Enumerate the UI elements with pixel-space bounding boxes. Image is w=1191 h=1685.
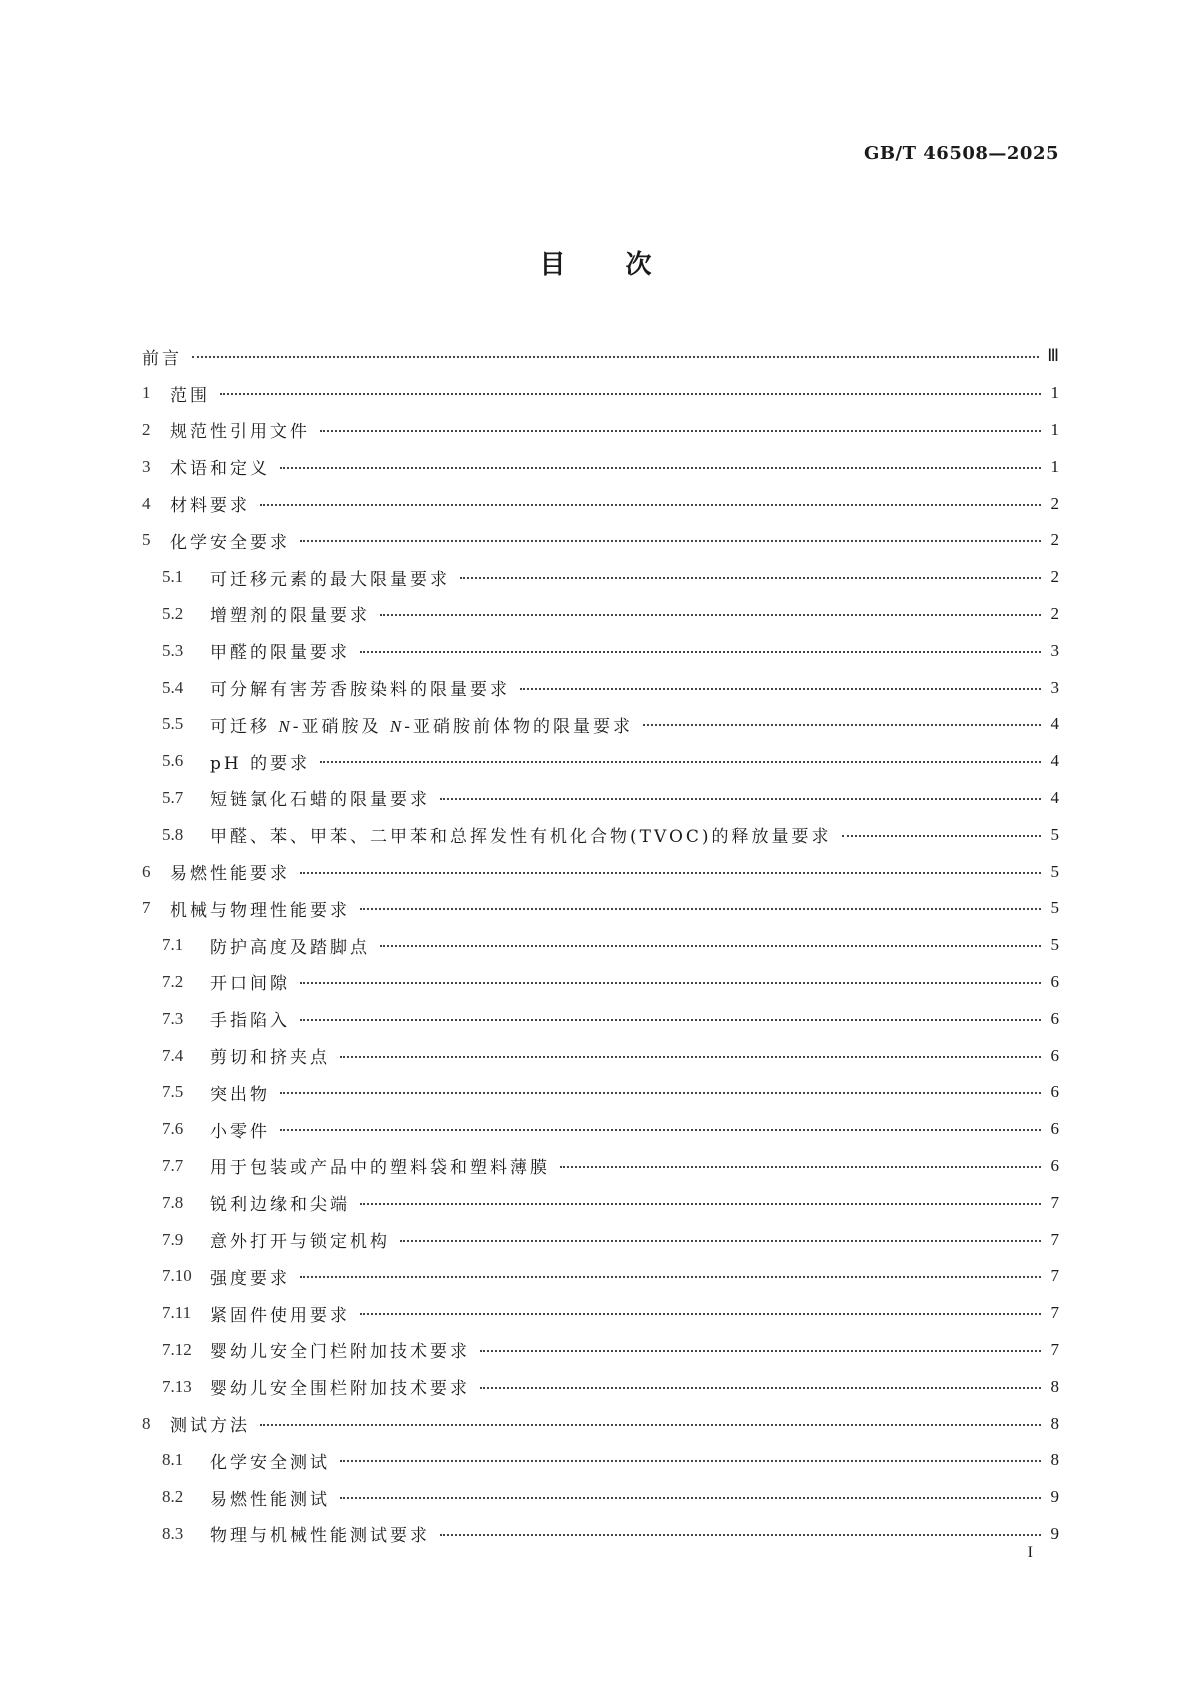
toc-entry-label: 防护高度及踏脚点 [210, 937, 370, 958]
toc-entry-label: 可分解有害芳香胺染料的限量要求 [210, 680, 510, 701]
toc-entry-number: 5 [142, 530, 151, 550]
toc-entry[interactable] [142, 1074, 1059, 1111]
toc-entry-number: 7.3 [162, 1008, 184, 1028]
toc-entry-label: 开口间隙 [210, 974, 290, 995]
toc-entry[interactable] [142, 1516, 1059, 1553]
toc-dot-leader [440, 1534, 1041, 1536]
toc-entry-page: 2 [1050, 567, 1059, 587]
toc-entry-label: pH 的要求 [210, 753, 311, 774]
toc-entry-label: 化学安全要求 [170, 532, 290, 553]
toc-entry-label: 可迁移元素的最大限量要求 [210, 569, 450, 590]
toc-entry-label: 易燃性能测试 [210, 1489, 330, 1510]
toc-entry-number: 5.4 [162, 677, 184, 697]
toc-dot-leader [643, 724, 1041, 726]
toc-entry-number: 8.1 [162, 1450, 184, 1470]
toc-entry-label: 婴幼儿安全围栏附加技术要求 [210, 1379, 470, 1400]
toc-dot-leader [300, 1019, 1041, 1021]
toc-entry-page: 2 [1050, 530, 1059, 550]
toc-entry-number: 8 [142, 1413, 151, 1433]
toc-entry-number: 7.2 [162, 971, 184, 991]
toc-dot-leader [192, 356, 1039, 358]
toc-entry-number: 5.5 [162, 714, 184, 734]
table-of-contents [142, 338, 1059, 1552]
toc-dot-leader [300, 872, 1041, 874]
toc-entry-number: 5.7 [162, 787, 184, 807]
toc-entry-number: 7.7 [162, 1155, 184, 1175]
toc-entry[interactable] [142, 780, 1059, 817]
toc-entry-label: 前言 [142, 348, 182, 369]
toc-dot-leader [300, 982, 1041, 984]
toc-entry-number: 5.6 [162, 751, 184, 771]
toc-entry-page: 9 [1050, 1523, 1059, 1543]
toc-dot-leader [340, 1460, 1041, 1462]
toc-entry-page: 1 [1050, 419, 1059, 439]
toc-dot-leader [360, 651, 1041, 653]
toc-entry-page: 7 [1050, 1303, 1059, 1323]
toc-dot-leader [300, 540, 1041, 542]
toc-entry-page: Ⅲ [1047, 346, 1059, 366]
toc-entry-label: 增塑剂的限量要求 [210, 606, 370, 627]
toc-entry[interactable] [142, 596, 1059, 633]
toc-dot-leader [360, 1313, 1041, 1315]
toc-dot-leader [400, 1240, 1041, 1242]
toc-entry-label: 材料要求 [170, 496, 250, 517]
toc-entry-page: 6 [1050, 1045, 1059, 1065]
toc-entry[interactable] [142, 632, 1059, 669]
toc-entry-number: 1 [142, 383, 151, 403]
toc-dot-leader [260, 1424, 1041, 1426]
toc-entry-page: 5 [1050, 898, 1059, 918]
toc-entry-page: 8 [1050, 1413, 1059, 1433]
toc-entry-page: 7 [1050, 1192, 1059, 1212]
toc-entry-number: 7.8 [162, 1192, 184, 1212]
toc-dot-leader [440, 798, 1041, 800]
toc-entry[interactable] [142, 1368, 1059, 1405]
toc-entry-number: 5.2 [162, 603, 184, 623]
toc-entry-page: 6 [1050, 1008, 1059, 1028]
toc-dot-leader [280, 467, 1041, 469]
toc-entry-number: 7.4 [162, 1045, 184, 1065]
toc-entry[interactable] [142, 1037, 1059, 1074]
toc-entry-label: 测试方法 [170, 1416, 250, 1436]
toc-dot-leader [300, 1276, 1041, 1278]
toc-entry-page: 1 [1050, 456, 1059, 476]
toc-entry-page: 9 [1050, 1487, 1059, 1507]
toc-dot-leader [280, 1129, 1041, 1131]
toc-dot-leader [380, 945, 1041, 947]
toc-dot-leader [380, 614, 1041, 616]
toc-entry-page: 2 [1050, 493, 1059, 513]
toc-entry[interactable] [142, 1258, 1059, 1295]
toc-entry-number: 7.5 [162, 1082, 184, 1102]
toc-entry-page: 7 [1050, 1339, 1059, 1359]
toc-entry-number: 7.11 [162, 1303, 192, 1323]
toc-entry[interactable] [142, 927, 1059, 964]
toc-dot-leader [340, 1497, 1041, 1499]
toc-dot-leader [320, 761, 1041, 763]
toc-dot-leader [460, 577, 1041, 579]
toc-entry[interactable] [142, 412, 1059, 449]
toc-entry-number: 7.13 [162, 1376, 192, 1396]
toc-entry-number: 5.8 [162, 824, 184, 844]
toc-entry[interactable] [142, 1221, 1059, 1258]
toc-entry[interactable] [142, 1184, 1059, 1221]
toc-dot-leader [260, 504, 1041, 506]
toc-dot-leader [280, 1092, 1041, 1094]
toc-entry-number: 8.2 [162, 1487, 184, 1507]
toc-entry-label: 短链氯化石蜡的限量要求 [210, 790, 430, 811]
toc-entry-number: 6 [142, 861, 151, 881]
toc-entry-label: 甲醛的限量要求 [210, 643, 350, 664]
toc-entry-number: 7.10 [162, 1266, 192, 1286]
toc-entry[interactable] [142, 964, 1059, 1001]
toc-entry-number: 7.6 [162, 1119, 184, 1139]
toc-dot-leader [220, 393, 1041, 395]
toc-entry[interactable] [142, 448, 1059, 485]
toc-entry-number: 7.9 [162, 1229, 184, 1249]
toc-entry-label: 锐利边缘和尖端 [210, 1195, 350, 1216]
toc-entry-page: 5 [1050, 861, 1059, 881]
toc-entry-page: 8 [1050, 1376, 1059, 1396]
toc-entry-label: 意外打开与锁定机构 [210, 1232, 390, 1253]
toc-entry-label: 强度要求 [210, 1268, 290, 1289]
toc-entry-label: 用于包装或产品中的塑料袋和塑料薄膜 [210, 1158, 550, 1179]
toc-entry-page: 6 [1050, 971, 1059, 991]
toc-entry-label: 易燃性能要求 [170, 864, 290, 885]
toc-entry-page: 4 [1050, 714, 1059, 734]
toc-entry-page: 7 [1050, 1229, 1059, 1249]
toc-entry-label: 婴幼儿安全门栏附加技术要求 [210, 1342, 470, 1363]
toc-entry-number: 8.3 [162, 1523, 184, 1543]
toc-entry-page: 8 [1050, 1450, 1059, 1470]
toc-entry-label: 规范性引用文件 [170, 422, 310, 443]
toc-entry[interactable] [142, 1295, 1059, 1332]
toc-entry-page: 4 [1050, 751, 1059, 771]
toc-dot-leader [480, 1387, 1041, 1389]
toc-entry[interactable] [142, 1111, 1059, 1148]
toc-entry[interactable] [142, 1332, 1059, 1369]
toc-entry[interactable] [142, 1000, 1059, 1037]
toc-entry[interactable] [142, 522, 1059, 559]
toc-entry[interactable] [142, 375, 1059, 412]
toc-entry[interactable] [142, 743, 1059, 780]
toc-entry-page: 3 [1050, 640, 1059, 660]
toc-entry-label: 突出物 [210, 1084, 270, 1105]
toc-entry-label: 化学安全测试 [210, 1452, 330, 1473]
toc-entry-number: 7 [142, 898, 151, 918]
toc-entry-page: 2 [1050, 603, 1059, 623]
toc-entry-number: 4 [142, 493, 151, 513]
toc-entry-label: 小零件 [210, 1121, 270, 1142]
toc-entry[interactable] [142, 485, 1059, 522]
toc-entry-page: 6 [1050, 1155, 1059, 1175]
toc-entry-number: 5.3 [162, 640, 184, 660]
toc-entry[interactable] [142, 706, 1059, 743]
toc-dot-leader [340, 1056, 1041, 1058]
toc-entry-page: 3 [1050, 677, 1059, 697]
toc-entry[interactable] [142, 338, 1059, 375]
toc-entry-label: 可迁移 N-亚硝胺及 N-亚硝胺前体物的限量要求 [210, 716, 633, 737]
toc-entry-page: 5 [1050, 935, 1059, 955]
toc-dot-leader [560, 1166, 1041, 1168]
toc-entry[interactable] [142, 890, 1059, 927]
page-title: 目次 [539, 250, 712, 280]
page-number: I [1027, 1544, 1033, 1561]
toc-entry[interactable] [142, 816, 1059, 853]
toc-entry[interactable] [142, 1405, 1059, 1442]
toc-entry-label: 范围 [170, 385, 210, 406]
toc-entry-page: 6 [1050, 1082, 1059, 1102]
toc-entry[interactable] [142, 1442, 1059, 1479]
toc-entry-label: 紧固件使用要求 [210, 1305, 350, 1326]
toc-dot-leader [480, 1350, 1041, 1352]
toc-entry-label: 物理与机械性能测试要求 [210, 1526, 430, 1547]
toc-entry-label: 手指陷入 [210, 1011, 290, 1032]
toc-entry-page: 7 [1050, 1266, 1059, 1286]
toc-entry-label: 剪切和挤夹点 [210, 1048, 330, 1069]
toc-dot-leader [360, 908, 1041, 910]
toc-entry-number: 2 [142, 419, 151, 439]
toc-entry-number: 7.12 [162, 1339, 192, 1359]
toc-entry-page: 6 [1050, 1119, 1059, 1139]
toc-entry[interactable] [142, 853, 1059, 890]
toc-entry[interactable] [142, 559, 1059, 596]
toc-dot-leader [520, 688, 1041, 690]
toc-entry-page: 1 [1050, 383, 1059, 403]
toc-entry-number: 5.1 [162, 567, 184, 587]
toc-entry-page: 4 [1050, 787, 1059, 807]
toc-entry[interactable] [142, 1148, 1059, 1185]
toc-dot-leader [360, 1203, 1041, 1205]
standard-code: GB/T 46508—2025 [863, 143, 1059, 164]
toc-entry-page: 5 [1050, 824, 1059, 844]
toc-entry-label: 甲醛、苯、甲苯、二甲苯和总挥发性有机化合物(TVOC)的释放量要求 [210, 827, 832, 848]
toc-entry-number: 7.1 [162, 935, 184, 955]
toc-entry[interactable] [142, 669, 1059, 706]
toc-entry-number: 3 [142, 456, 151, 476]
toc-entry-label: 术语和定义 [170, 459, 270, 480]
toc-entry-label: 机械与物理性能要求 [170, 900, 350, 921]
toc-dot-leader [320, 430, 1041, 432]
toc-entry[interactable] [142, 1479, 1059, 1516]
toc-dot-leader [842, 835, 1041, 837]
